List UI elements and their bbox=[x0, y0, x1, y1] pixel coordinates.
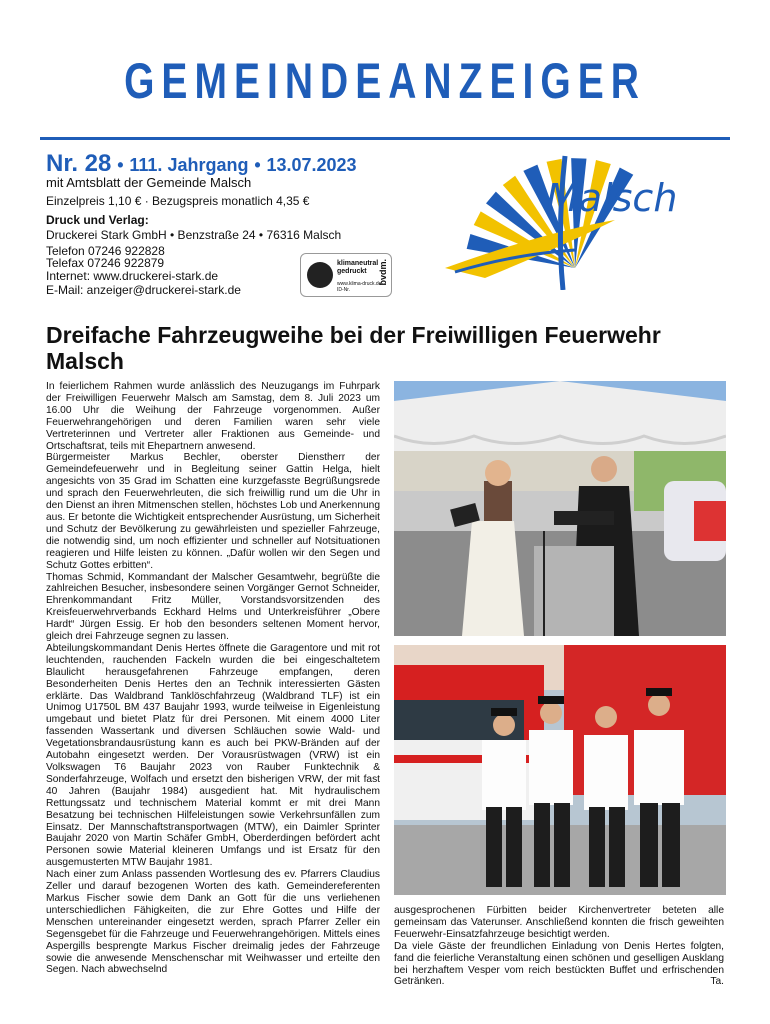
publisher-phone: Telefon 07246 922828 bbox=[46, 244, 165, 258]
climate-neutral-badge bbox=[300, 253, 392, 297]
photo-firefighters bbox=[394, 645, 726, 895]
publisher-email[interactable]: E-Mail: anzeiger@druckerei-stark.de bbox=[46, 283, 241, 297]
bvdm-logo: bvdm. bbox=[378, 259, 388, 286]
masthead-rule bbox=[40, 137, 730, 140]
malsch-logo-icon bbox=[425, 150, 725, 290]
article-paragraph: In feierlichem Rahmen wurde anlässlich des Neuzugangs im Fuhrpark der Freiwilligen Feuerwehr Malsch am Samstag, dem 8. Juli 2023 um 16.00 Uhr die Weihung der Fahrzeuge vorgenommen. Außer Feuerwehrangehörigen und deren Familien waren sehr viele Vertreterinnen und Vertreter aller Fraktionen aus Gemeinde- und Ortschaftsrat, teils mit Ehepartnern anwesend. bbox=[46, 381, 380, 452]
badge-text: klimaneutral gedruckt bbox=[337, 260, 379, 275]
article-continuation bbox=[394, 905, 724, 988]
issue-separator: • bbox=[117, 155, 124, 175]
article-paragraph: Abteilungskommandant Denis Hertes öffnete die Garagentore und mit rot leuchtenden, rauchenden Fackeln wurden die bei eingeschaltetem Blaulicht herausgefahrenen Fahrzeuge empfangen, deren Besonderheiten Denis Hertes den an Technik interessierten Gästen erklärte. Das Waldbrand Tanklöschfahrzeug (Waldbrand TLF) ist ein Unimog U1750L BM 437 Baujahr 1993, wurde teilweise in Eigenleistung umgebaut und bietet Platz für drei Personen. Mit einem 4000 Liter fassenden Wassertank und diversen Schläuchen sowie Wald- und Vegetationsbrandausrüstung kann es auch bei PKW-Bränden auf der Autobahn eingesetzt werden. Der Vorausrüstwagen (VRW) ist ein Volkswagen T6 Baujahr 2023 von Rauber Funktechnik & Sonderfahrzeuge, Wolfach und ersetzt den bisherigen VRW, der mit fast 40 Jahren (Baujahr 1984) ausgedient hat. Mit hydraulischem Rettungssatz und technischem Material kommt er mit drei Mann Besatzung bei technischen Hilfeleistungen sowie Verkehrsunfällen zum Einsatz. Der Mannschaftstransportwagen (MTW), ein Daimler Sprinter Baujahr 2020 von Martin Schäfer GmbH, Oberderdingen befördert acht Personen sowie Material kleineren Umfangs und ist Ersatz für den ausgemusterten MTW Baujahr 1981. bbox=[46, 642, 380, 869]
article-paragraph: Thomas Schmid, Kommandant der Malscher Gesamtwehr, begrüßte die zahlreichen Besucher, insbesondere seinen Vorgänger Gernot Schneider, Ehrenkommandant Fritz Müller, Vorstandsvorsitzenden des Kreisfeuerwehrverbands Eckhard Helms und Unterkreisführer „Obere Hardt“ Jürgen Essig. Er hob den besonders seltenen Moment hervor, gleich drei Fahrzeuge segnen zu lassen. bbox=[46, 571, 380, 643]
article-headline: Dreifache Fahrzeugweihe bei der Freiwilligen Feuerwehr Malsch bbox=[46, 322, 661, 374]
masthead-title: GEMEINDEANZEIGER bbox=[124, 53, 646, 109]
malsch-logo-word: Malsch bbox=[546, 176, 678, 220]
article-paragraph: Nach einer zum Anlass passenden Wortlesung des ev. Pfarrers Claudius Zeller und darauf bezogenen Worten des kath. Gemeindereferenten Markus Fischer sowie dem Dank an Gott für die uns verliehenen unterschiedlichen Fähigkeiten, die zur Ehre Gottes und Hilfe der Menschen untereinander eingesetzt werden, sprach Pfarrer Zeller ein Segensgebet für die Fahrzeuge und Feuerwehrangehörigen. Mittels eines Aspergills besprengte Markus Fischer dreimalig jedes der Fahrzeuge sowie die anwesende Menschenschar mit Weihwasser und erteilte den Segen. Nach abwechselnd bbox=[46, 869, 380, 976]
photo-blessing bbox=[394, 381, 726, 636]
article-paragraph bbox=[394, 941, 724, 989]
climate-logo-icon bbox=[307, 262, 333, 288]
author-signature: Ta. bbox=[710, 976, 724, 988]
article-body bbox=[46, 381, 380, 976]
issue-number: Nr. 28 bbox=[46, 150, 112, 177]
badge-url: www.klima-druck.de ID-Nr. bbox=[337, 281, 382, 293]
issue-year: 111. Jahrgang bbox=[129, 155, 249, 175]
issue-separator: • bbox=[254, 155, 261, 175]
issue-line bbox=[46, 150, 357, 178]
issue-date: 13.07.2023 bbox=[266, 155, 357, 175]
municipality-line: mit Amtsblatt der Gemeinde Malsch bbox=[46, 175, 252, 190]
publisher-internet[interactable]: Internet: www.druckerei-stark.de bbox=[46, 269, 219, 283]
article-paragraph-text: Da viele Gäste der freundlichen Einladung von Denis Hertes folgten, fand die feierliche Veranstaltung einen schönen und geselligen Ausklang bei herzhaftem Vesper vom reich bestückten Buffet und erfrischenden Getränken. bbox=[394, 940, 724, 988]
article-paragraph: Bürgermeister Markus Bechler, oberster Dienstherr der Gemeindefeuerwehr und in Begleitung seiner Gattin Helga, hielt angesichts von 35 Grad im Schatten eine kurzgefasste Begrüßungsrede und sprach den Feuerwehrleuten, die sich freiwillig rund um die Uhr in den Dienst an ihren Mitmenschen stellen, höchstes Lob und Anerkennung aus. Er betonte die Wichtigkeit entsprechender Ausrüstung, um Sicherheit und Schutz der Bevölkerung zu gewährleisten und spezieller Fahrzeuge, die notwendig sind, um noch effizienter und schneller auf Notsituationen reagieren und Hilfe leisten zu können. „Dafür wollen wir den Segen und Schutz Gottes erbitten“. bbox=[46, 452, 380, 571]
publisher-address: Druckerei Stark GmbH • Benzstraße 24 • 76316 Malsch bbox=[46, 228, 342, 242]
publisher-fax: Telefax 07246 922879 bbox=[46, 256, 165, 270]
price-line: Einzelpreis 1,10 € · Bezugspreis monatlich 4,35 € bbox=[46, 194, 310, 208]
article-paragraph: ausgesprochenen Fürbitten beider Kirchenvertreter beteten alle gemeinsam das Vaterunser. Anschließend konnten die frisch geweihten Feuerwehr-Einsatzfahrzeuge besichtigt werden. bbox=[394, 905, 724, 940]
publisher-heading: Druck und Verlag: bbox=[46, 213, 149, 227]
